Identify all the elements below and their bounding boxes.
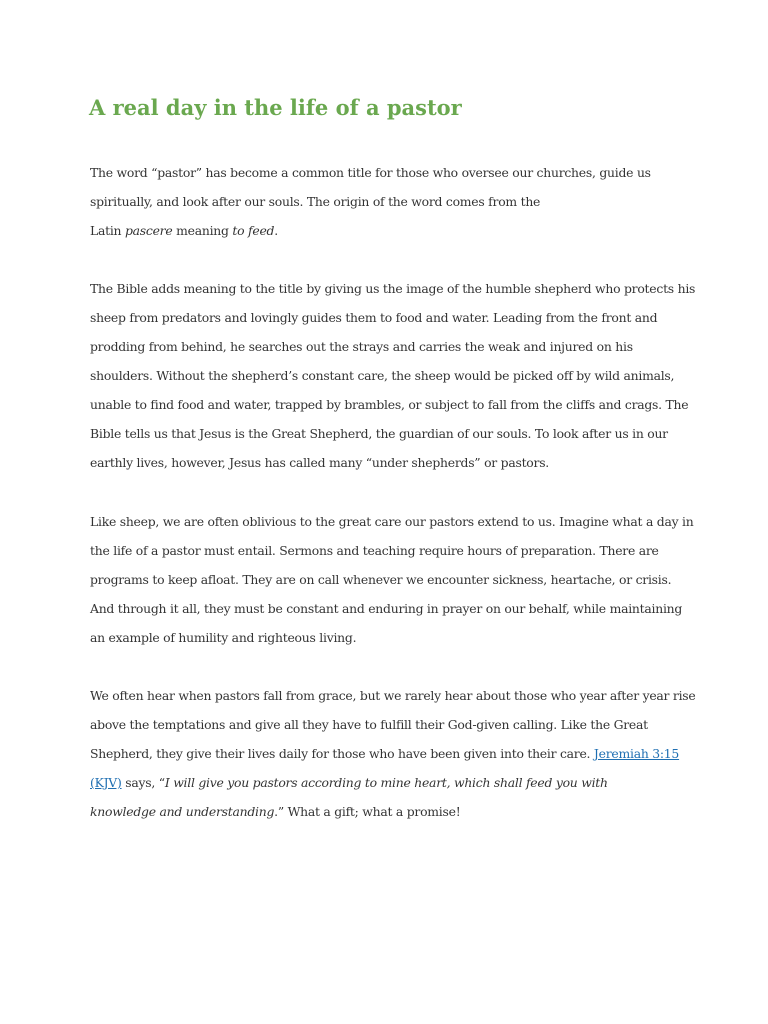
text-run: .” What a gift; what a promise! <box>274 804 461 819</box>
paragraph-line: unable to find food and water, trapped by brambles, or subject to fall from the cliffs and crags. The <box>90 397 689 412</box>
paragraph-line: The Bible adds meaning to the title by giving us the image of the humble shepherd who protects his <box>90 281 696 296</box>
paragraph-line: an example of humility and righteous living. <box>90 630 357 645</box>
paragraph-gods-calling <box>90 681 696 826</box>
scripture-quote: knowledge and understanding <box>90 804 275 819</box>
paragraph-line: And through it all, they must be constant and enduring in prayer on our behalf, while maintaining <box>90 601 683 616</box>
paragraph-shepherd-image <box>90 274 696 477</box>
paragraph-line <box>90 768 690 797</box>
paragraph-line: spiritually, and look after our souls. The origin of the word comes from the <box>90 194 541 209</box>
paragraph-line: programs to keep afloat. They are on call whenever we encounter sickness, heartache, or crisis. <box>90 572 672 587</box>
latin-word: pascere <box>124 223 173 238</box>
scripture-quote: I will give you pastors according to mine heart, which shall feed you with <box>164 775 608 790</box>
scripture-reference-link[interactable]: Jeremiah 3:15 <box>593 746 680 761</box>
paragraph-line: sheep from predators and lovingly guides them to food and water. Leading from the front and <box>90 310 658 325</box>
paragraph-line: above the temptations and give all they have to fulfill their God-given calling. Like the Great <box>90 717 648 732</box>
text-run: Shepherd, they give their lives daily for those who have been given into their care. <box>90 746 594 761</box>
paragraph-pastor-origin <box>90 158 690 245</box>
scripture-version-link[interactable]: (KJV) <box>90 775 122 790</box>
text-run: Latin <box>90 223 125 238</box>
paragraph-line: the life of a pastor must entail. Sermons and teaching require hours of preparation. There are <box>90 543 659 558</box>
paragraph-line <box>90 216 690 245</box>
paragraph-line: shoulders. Without the shepherd’s constant care, the sheep would be picked off by wild animals, <box>90 368 675 383</box>
text-run: says, “ <box>121 775 165 790</box>
paragraph-line <box>90 739 690 768</box>
text-run: . <box>274 223 278 238</box>
paragraph-line: Like sheep, we are often oblivious to the great care our pastors extend to us. Imagine what a day in <box>90 514 694 529</box>
paragraph-line: The word “pastor” has become a common title for those who oversee our churches, guide us <box>90 165 651 180</box>
paragraph-pastor-duties <box>90 507 694 652</box>
paragraph-line: We often hear when pastors fall from grace, but we rarely hear about those who year after year rise <box>90 688 696 703</box>
translation-phrase: to feed <box>232 223 275 238</box>
paragraph-line: prodding from behind, he searches out the strays and carries the weak and injured on his <box>90 339 633 354</box>
article-title: A real day in the life of a pastor <box>89 95 462 120</box>
paragraph-line: Bible tells us that Jesus is the Great Shepherd, the guardian of our souls. To look after us in our <box>90 426 668 441</box>
paragraph-line <box>90 797 690 826</box>
paragraph-line: earthly lives, however, Jesus has called many “under shepherds” or pastors. <box>90 455 549 470</box>
text-run: meaning <box>172 223 233 238</box>
